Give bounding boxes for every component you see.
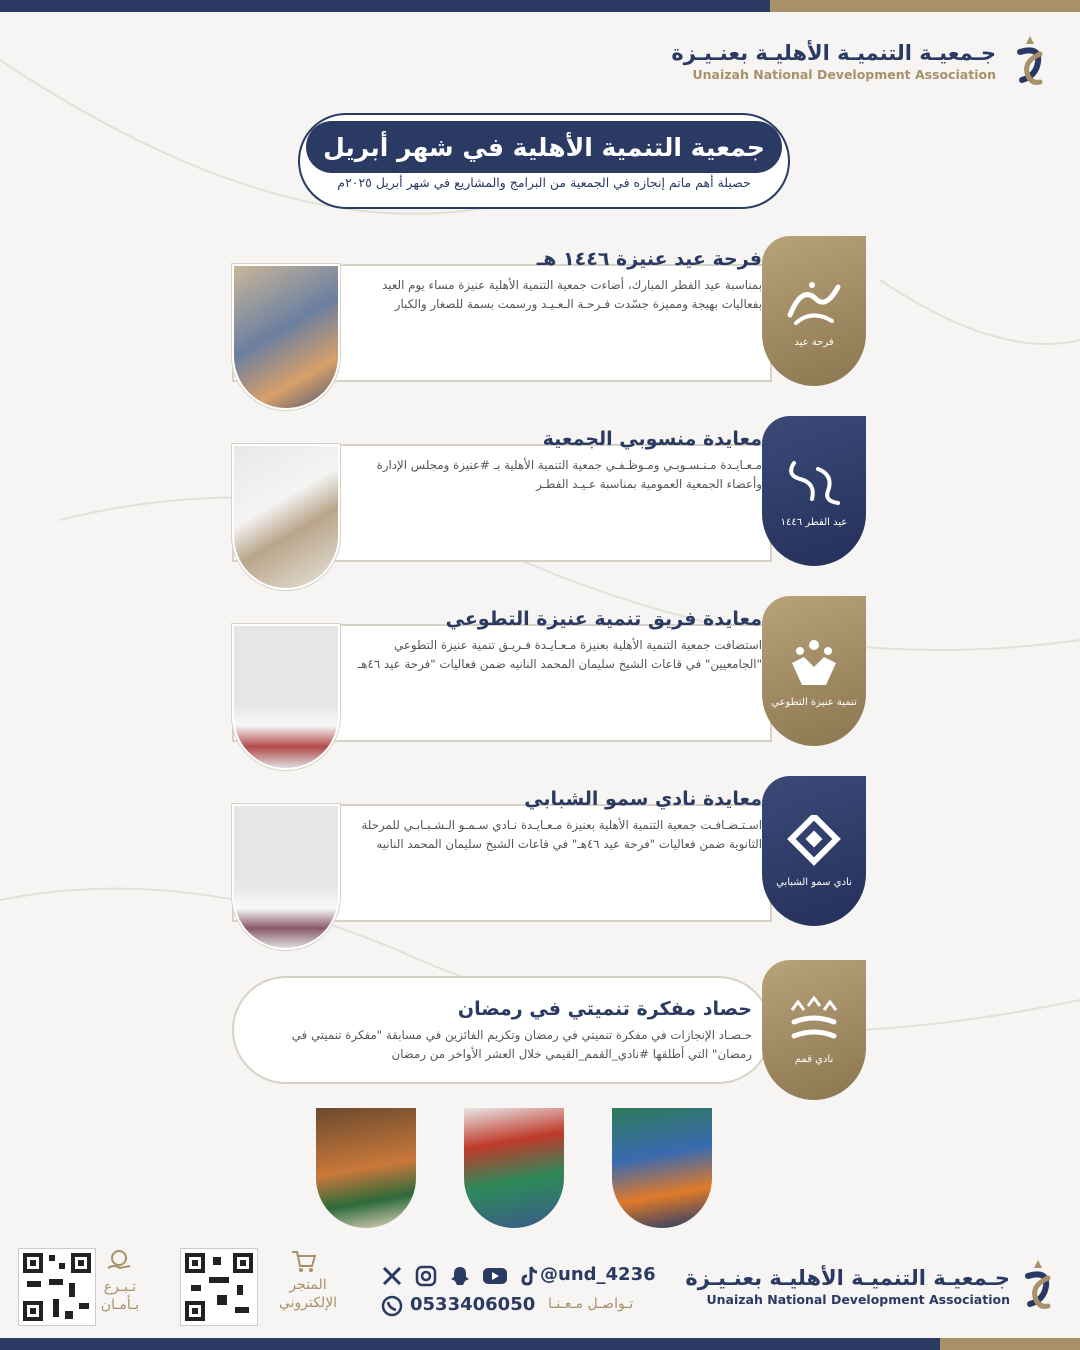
activity-title: معايدة فريق تنمية عنيزة التطوعي — [445, 608, 762, 630]
activity-description: بمناسبة عيد الفطر المبارك، أضاءت جمعية التنمية الأهلية عنيزة مساء يوم العيد بفعاليات بهيجة ومميزة جسّدت فـرحـة الـعـيـد ورسمت بسمة للصغار والكبار — [382, 278, 762, 311]
activity-badge — [762, 596, 866, 746]
org-name-arabic: جـمعيـة التنميـة الأهليـة بعنـيـزة — [671, 40, 996, 65]
store-qr-code[interactable] — [180, 1248, 258, 1326]
activity-badge — [762, 236, 866, 386]
tiktok-icon[interactable] — [518, 1264, 542, 1288]
qimam-club-icon — [784, 996, 844, 1048]
whatsapp-icon[interactable] — [380, 1294, 404, 1318]
header-logo — [671, 32, 1050, 90]
store-label[interactable]: المتجر الإلكتروني — [278, 1277, 338, 1311]
activity-photo — [232, 804, 340, 950]
activity-badge — [762, 776, 866, 926]
phone-number[interactable]: 0533406050 — [410, 1294, 536, 1315]
activity-photo — [232, 444, 340, 590]
activity-title: فرحة عيد عنيزة ١٤٤٦ هـ — [536, 248, 762, 270]
event-photo — [612, 1108, 712, 1228]
social-icons — [380, 1264, 542, 1288]
harvest-photos — [316, 1108, 716, 1228]
activity-card — [232, 776, 866, 926]
footer-org — [685, 1266, 1010, 1307]
activity-title: حصاد مفكرة تنميتي في رمضان — [457, 998, 752, 1020]
activity-photo — [232, 264, 340, 410]
social-handle[interactable]: @und_4236 — [540, 1264, 656, 1285]
event-photo — [464, 1108, 564, 1228]
badge-label: تنمية عنيزة التطوعي — [771, 696, 857, 708]
youth-club-icon — [784, 815, 844, 871]
snapchat-icon[interactable] — [448, 1264, 472, 1288]
youtube-icon[interactable] — [482, 1264, 508, 1288]
title-banner — [298, 113, 790, 209]
badge-label: نادي سمو الشبابي — [776, 876, 852, 888]
badge-label: عيد الفطر ١٤٤٦ — [780, 516, 848, 528]
donate-label[interactable]: تـبـرع بـأمـان — [100, 1279, 140, 1313]
instagram-icon[interactable] — [414, 1264, 438, 1288]
activity-card — [232, 960, 866, 1100]
calligraphy-icon — [782, 455, 846, 511]
volunteer-team-icon — [782, 635, 846, 691]
top-bar — [0, 0, 1080, 12]
shopping-cart-icon — [290, 1248, 318, 1274]
footer-org-arabic: جـمعيـة التنميـة الأهليـة بعنـيـزة — [685, 1266, 1010, 1290]
activity-title: معايدة منسوبي الجمعية — [542, 428, 762, 450]
footer — [0, 1240, 1080, 1338]
secure-donate-icon — [106, 1248, 132, 1274]
bottom-bar — [0, 1338, 1080, 1350]
activity-title: معايدة نادي سمو الشبابي — [524, 788, 762, 810]
org-name-english: Unaizah National Development Association — [692, 66, 996, 82]
activity-description: مـعـايـدة مـنـسـوبـي ومـوظـفـي جمعية التنمية الأهلية بـ #عنيزة ومجلس الإدارة وأعضاء الجمعية العمومية بمناسبة عـيـد الفطـر — [376, 458, 762, 491]
activity-photo — [232, 624, 340, 770]
activity-description: استضافت جمعية التنمية الأهلية بعنيزة مـعـايـدة فـريـق تنمية عنيزة التطوعي "الجامعيين" في قاعات الشيخ سليمان المحمد النانيه ضمن فعاليات "فرحة عيد ٤٦هـ — [357, 638, 762, 671]
activity-description: حـصـاد الإنجازات في مفكرة تنميتي في رمضان وتكريم الفائزين في مسابقة "مفكرة تنميتي في رمضان" التي أطلقها #نادي_القمم_القيمي خلال العشر الأواخر من رمضان — [291, 1028, 752, 1061]
badge-label: فرحة عيد — [794, 336, 834, 348]
footer-logo-icon — [1018, 1256, 1058, 1314]
activity-card — [232, 236, 866, 386]
activity-badge — [762, 960, 866, 1100]
activity-description: اسـتـضـافـت جمعية التنمية الأهلية بعنيزة مـعـايـدة نـادي سـمـو الـشـبـابـي للمرحلة الثانوية ضمن فعاليات "فرحة عيد ٤٦هـ" في قاعات الشيخ سليمان المحمد النانيه — [361, 818, 762, 851]
activity-card — [232, 416, 866, 566]
activity-card — [232, 596, 866, 746]
contact-label: تـواصـل مـعـنـا — [548, 1296, 634, 1312]
page-subtitle: حصيلة أهم ماتم إنجازه في الجمعية من البرامج والمشاريع في شهر أبريل ٢٠٢٥م — [337, 175, 751, 190]
footer-org-english: Unaizah National Development Association — [706, 1292, 1010, 1307]
badge-label: نادي قمم — [794, 1053, 834, 1065]
donate-qr-code[interactable] — [18, 1248, 96, 1326]
page-title: جمعية التنمية الأهلية في شهر أبريل — [323, 132, 765, 162]
calligraphy-icon — [782, 275, 846, 331]
activity-badge — [762, 416, 866, 566]
event-photo — [316, 1108, 416, 1228]
x-twitter-icon[interactable] — [380, 1264, 404, 1288]
association-logo-icon — [1010, 32, 1050, 90]
